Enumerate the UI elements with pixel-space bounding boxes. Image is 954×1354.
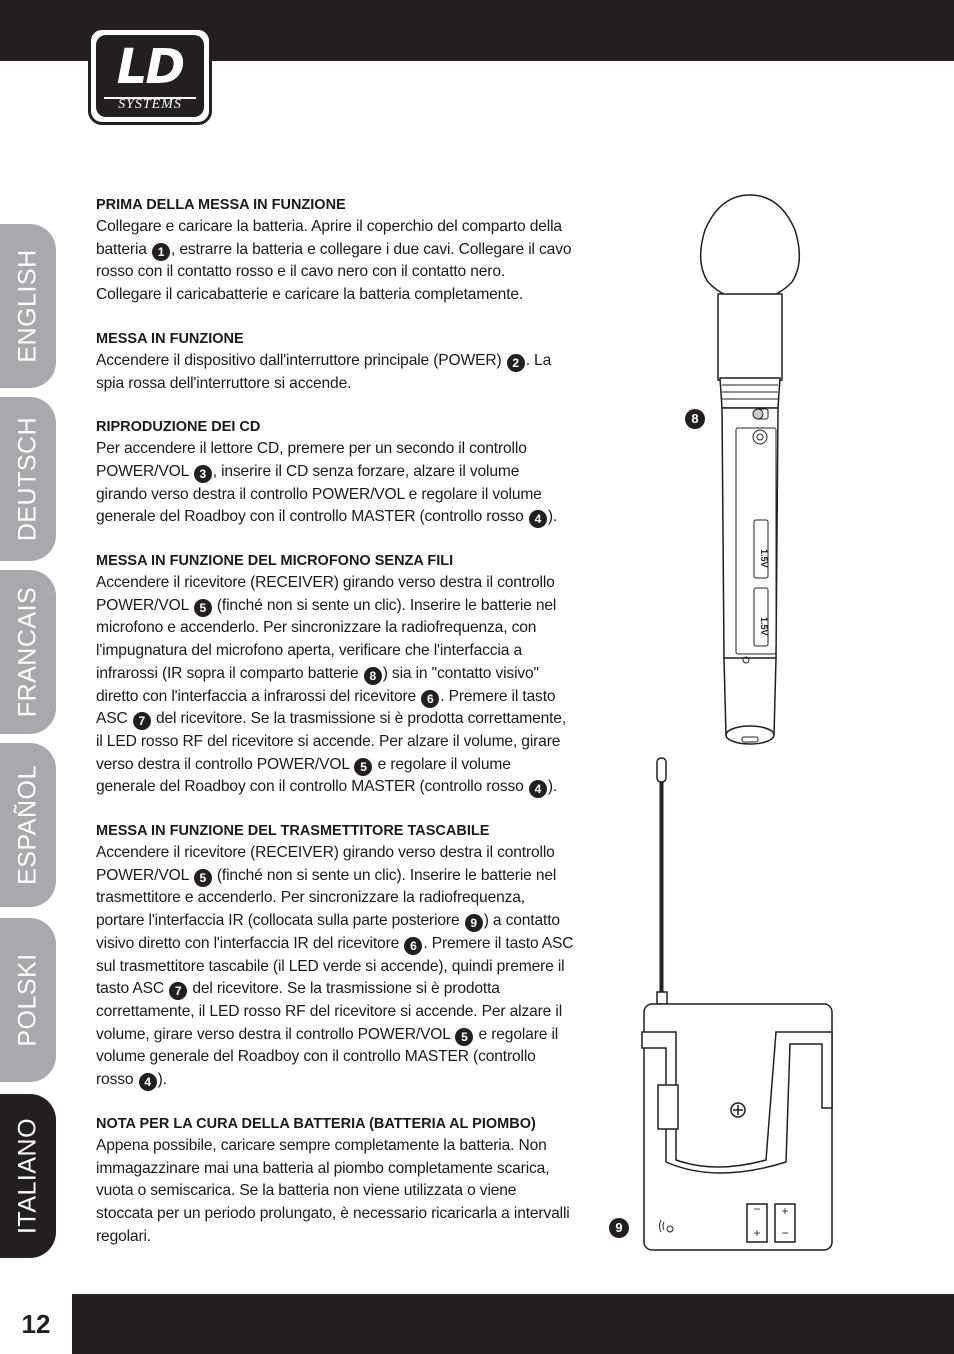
manual-text — [96, 194, 574, 1269]
logo-mark: LD — [116, 39, 184, 95]
tab-label: ITALIANO — [13, 1117, 42, 1235]
section-paragraph — [96, 842, 574, 1092]
pocket-transmitter-illustration — [636, 752, 836, 1252]
page-number: 12 — [0, 1294, 72, 1354]
battery-label: 1.5V — [759, 617, 769, 636]
tab-polski[interactable] — [0, 918, 56, 1082]
callout-number-badge: 2 — [507, 354, 525, 372]
tab-label: ENGLISH — [13, 249, 42, 363]
text-run: Accendere il dispositivo dall'interruttore principale (POWER) — [96, 351, 506, 369]
callout-number-badge: 7 — [169, 982, 187, 1000]
ld-systems-logo — [88, 27, 212, 125]
text-run: e regolare il volume generale del Roadboy con il controllo MASTER (controllo rosso — [96, 1025, 559, 1089]
section — [96, 550, 574, 799]
callout-number-badge: 5 — [194, 869, 212, 887]
tab-english[interactable] — [0, 224, 56, 388]
section-heading: NOTA PER LA CURA DELLA BATTERIA (BATTERIA AL PIOMBO) — [96, 1115, 536, 1132]
text-run: Accendere il ricevitore (RECEIVER) girando verso destra il controllo POWER/VOL — [96, 574, 555, 614]
tab-espanol[interactable] — [0, 743, 56, 907]
callout-number-badge: 1 — [152, 243, 170, 261]
text-run: (finché non si sente un clic). Inserire le batterie nel trasmettitore e accenderlo. Per sincronizzare la radiofrequenza, portare l'interfaccia IR (collocata sulla parte posteriore — [96, 866, 557, 930]
callout-9: 9 — [609, 1218, 629, 1238]
section-heading: MESSA IN FUNZIONE DEL TRASMETTITORE TASCABILE — [96, 823, 490, 840]
text-run: ) sia in "contatto visivo" diretto con l'interfaccia a infrarossi del ricevitore — [96, 664, 539, 705]
tab-label: ESPAÑOL — [13, 765, 42, 885]
text-run: ). — [547, 508, 558, 526]
handheld-microphone-illustration — [690, 190, 810, 755]
section — [96, 194, 574, 307]
tab-label: FRANCAIS — [13, 586, 42, 718]
tab-label: DEUTSCH — [13, 416, 42, 542]
tab-italiano[interactable] — [0, 1094, 56, 1258]
section — [96, 1113, 574, 1249]
text-run: Appena possibile, caricare sempre completamente la batteria. Non immagazzinare mai una batteria al piombo completamente scarica, vuota o semiscarica. Se la batteria non viene utilizzata o viene stoccata per un periodo prolungato, è necessario ricaricarla a intervalli regolari. — [96, 1136, 570, 1245]
text-run: , estrarre la batteria e collegare i due cavi. Collegare il cavo rosso con il contatto rosso e il cavo nero con il contatto nero. Collegare il caricabatterie e caricare la batteria completamente. — [96, 240, 572, 304]
callout-8: 8 — [685, 409, 705, 429]
text-run: Per accendere il lettore CD, premere per un secondo il controllo POWER/VOL — [96, 440, 527, 480]
callout-number-badge: 8 — [364, 667, 382, 685]
section-heading: MESSA IN FUNZIONE DEL MICROFONO SENZA FILI — [96, 553, 454, 570]
text-run: e regolare il volume generale del Roadboy con il controllo MASTER (controllo rosso — [96, 755, 528, 796]
section — [96, 820, 574, 1092]
tab-francais[interactable] — [0, 570, 56, 734]
callout-number-badge: 5 — [354, 758, 372, 776]
text-run: . Premere il tasto ASC — [96, 687, 556, 728]
callout-number-badge: 4 — [529, 510, 547, 528]
text-run: ) a contatto visivo diretto con l'interfaccia IR del ricevitore — [96, 912, 560, 952]
text-run: Accendere il ricevitore (RECEIVER) girando verso destra il controllo POWER/VOL — [96, 844, 555, 884]
section — [96, 416, 574, 529]
callout-number-badge: 7 — [133, 712, 151, 730]
text-run: . Premere il tasto ASC sul trasmettitore tascabile (il LED verde si accende), quindi premere il tasto ASC — [96, 934, 574, 998]
section-paragraph — [96, 438, 574, 529]
section-heading: RIPRODUZIONE DEI CD — [96, 419, 261, 436]
callout-number-badge: 4 — [529, 780, 547, 798]
callout-number-badge: 9 — [465, 914, 483, 932]
battery-plus: + — [753, 1226, 761, 1240]
tab-deutsch[interactable] — [0, 397, 56, 561]
callout-number-badge: 6 — [421, 690, 439, 708]
callout-number-badge: 3 — [194, 465, 212, 483]
text-run: (finché non si sente un clic). Inserire le batterie nel microfono e accenderlo. Per sincronizzare la radiofrequenza, con l'impugnatura del microfono aperta, verificare che l'interfaccia a infrarossi (IR sopra il comparto batterie — [96, 596, 557, 682]
section-heading: MESSA IN FUNZIONE — [96, 330, 244, 347]
text-run: ). — [547, 778, 558, 796]
callout-number-badge: 5 — [194, 599, 212, 617]
text-run: . La spia rossa dell'interruttore si accende. — [96, 351, 552, 392]
section-paragraph — [96, 350, 574, 395]
battery-plus: + — [781, 1204, 789, 1218]
text-run: del ricevitore. Se la trasmissione si è prodotta correttamente, il LED rosso RF del ricevitore si accende. Per alzare il volume, girare verso destra il controllo POWER/VOL — [96, 980, 563, 1043]
section-paragraph — [96, 572, 574, 799]
logo-name: SYSTEMS — [118, 97, 182, 112]
text-run: del ricevitore. Se la trasmissione si è prodotta correttamente, il LED rosso RF del ricevitore si accende. Per alzare il volume, girare verso destra il controllo POWER/VOL — [96, 710, 567, 773]
text-run: ). — [157, 1071, 167, 1089]
battery-minus: − — [753, 1202, 761, 1216]
tab-label: POLSKI — [13, 953, 42, 1047]
text-run: Collegare e caricare la batteria. Aprire il coperchio del comparto della batteria — [96, 218, 562, 258]
callout-number-badge: 4 — [139, 1073, 157, 1091]
section — [96, 328, 574, 395]
battery-minus: − — [781, 1226, 789, 1240]
section-heading: PRIMA DELLA MESSA IN FUNZIONE — [96, 197, 346, 213]
bottom-bar — [0, 1294, 954, 1354]
battery-label: 1.5V — [759, 549, 769, 568]
callout-number-badge: 5 — [455, 1028, 473, 1046]
section-paragraph — [96, 216, 574, 307]
callout-number-badge: 6 — [404, 937, 422, 955]
section-paragraph — [96, 1135, 574, 1249]
text-run: , inserire il CD senza forzare, alzare il volume girando verso destra il controllo POWER/VOL e regolare il volume generale del Roadboy con il controllo MASTER (controllo rosso — [96, 462, 542, 526]
